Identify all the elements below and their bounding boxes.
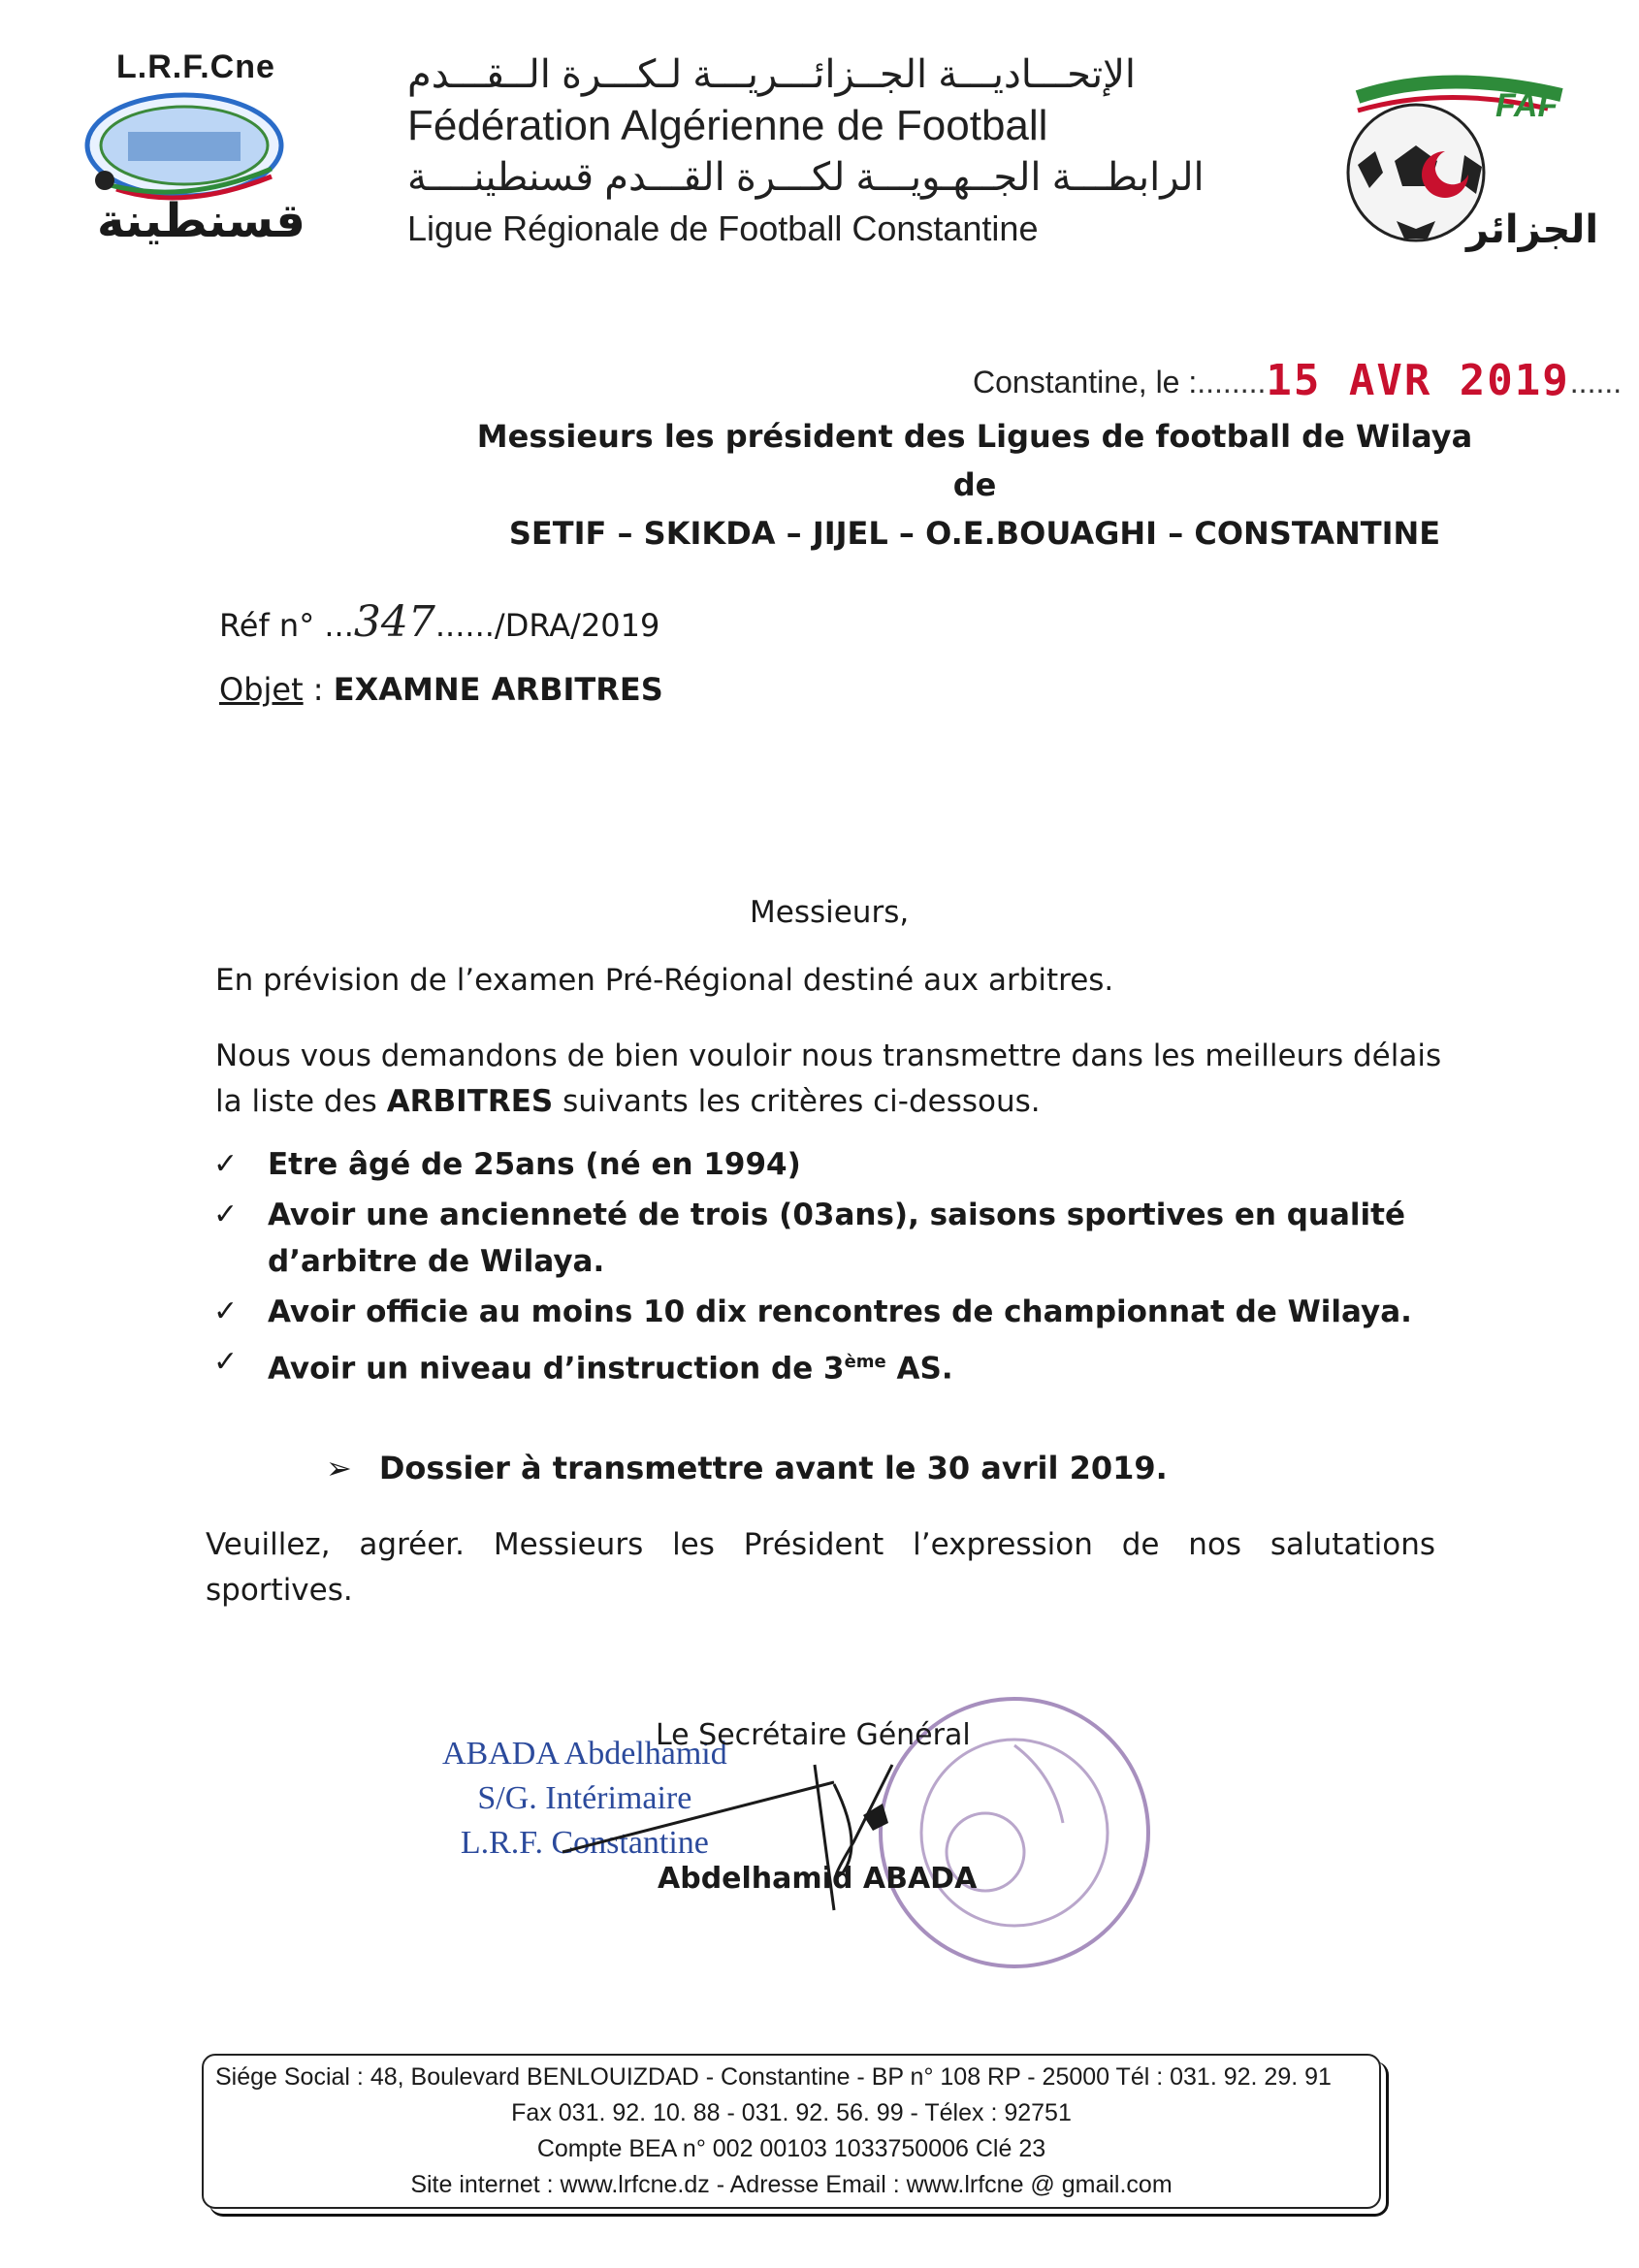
criterion-text: Avoir une ancienneté de trois (03ans), saisons sportives en qualité d’arbitre de Wilaya. [268, 1198, 1406, 1279]
letterhead [407, 48, 1241, 254]
dossier-text: Dossier à transmettre avant le 30 avril 2019. [378, 1450, 1168, 1486]
arbitres-emphasis: ARBITRES [386, 1084, 554, 1119]
criteria-list [213, 1141, 1474, 1395]
subject-line [219, 671, 663, 708]
reference-suffix: /DRA/2019 [494, 607, 660, 644]
stamp-line-1: ABADA Abdelhamid [442, 1736, 727, 1772]
lrf-emblem-icon [78, 87, 291, 204]
faf-ball-icon [1319, 58, 1599, 252]
criterion-text: Avoir officie au moins 10 dix rencontres de championnat de Wilaya. [268, 1294, 1412, 1329]
reference-number: 347 [353, 597, 435, 647]
reference-line [219, 597, 659, 647]
criterion-text: Etre âgé de 25ans (né en 1994) [268, 1147, 801, 1182]
stamp-line-3: L.R.F. Constantine [460, 1825, 709, 1861]
subject-label: Objet [219, 671, 304, 708]
date-line [973, 354, 1622, 403]
reference-label: Réf n° [219, 607, 325, 644]
ligue-name-arabic: الرابطـــة الجــهـويـــة لكـــرة القـــدم قسنطينــــة [407, 156, 1205, 199]
list-item [213, 1289, 1474, 1335]
footer-web: Site internet : www.lrfcne.dz - Adresse Email : www.lrfcne @ gmail.com [410, 2171, 1173, 2198]
dossier-deadline [326, 1450, 1168, 1486]
paragraph-2-line-2: la liste des ARBITRES suivants les critères ci-dessous. [215, 1084, 1041, 1119]
criterion-text: Avoir un niveau d’instruction de 3ème AS. [268, 1351, 953, 1387]
check-icon: ✓ [213, 1147, 239, 1181]
signatory-title: Le Secrétaire Général [656, 1718, 971, 1752]
lrf-constantine-logo [58, 48, 310, 252]
stamp-line-2: S/G. Intérimaire [477, 1780, 692, 1816]
lrf-logo-caption: L.R.F.Cne [116, 48, 275, 85]
reference-leading-dots: ... [324, 607, 354, 644]
ligue-name-french: Ligue Régionale de Football Constantine [407, 208, 1039, 248]
lrf-logo-arabic: قسنطينة [97, 194, 305, 248]
recipients-line-2: SETIF – SKIKDA – JIJEL – O.E.BOUAGHI – CONSTANTINE [508, 515, 1441, 552]
list-item [213, 1192, 1474, 1285]
closing-paragraph: Veuillez, agréer. Messieurs les Président l’expression de nos salutations sportives. [206, 1527, 1435, 1608]
date-prefix: Constantine, le : [973, 365, 1198, 399]
faf-logo-text: FAF [1495, 87, 1559, 124]
date-leading-dots: ........ [1197, 365, 1267, 399]
footer-contact-box [202, 2054, 1381, 2209]
list-item [213, 1141, 1474, 1188]
arrow-bullet-icon: ➢ [326, 1450, 352, 1486]
paragraph-1: En prévision de l’examen Pré-Régional destiné aux arbitres. [215, 963, 1114, 998]
faf-logo-arabic: الجزائر [1465, 208, 1599, 252]
check-icon: ✓ [213, 1294, 239, 1328]
paragraph-2 [215, 1034, 1447, 1125]
check-icon: ✓ [213, 1345, 239, 1379]
federation-name-french: Fédération Algérienne de Football [407, 102, 1048, 149]
subject-value: EXAMNE ARBITRES [333, 671, 663, 708]
salutation: Messieurs, [750, 895, 910, 930]
footer-account: Compte BEA n° 002 00103 1033750006 Clé 23 [536, 2135, 1046, 2162]
subject-separator: : [303, 671, 334, 708]
footer-address: Siége Social : 48, Boulevard BENLOUIZDAD - Constantine - BP n° 108 RP - 25000 Tél : 031. 92. 29. 91 [215, 2063, 1332, 2091]
federation-name-arabic: الإتحـــاديـــة الجــزائـــريـــة لـكـــرة الــقـــدم [407, 53, 1137, 96]
check-icon: ✓ [213, 1198, 239, 1231]
date-stamp: 15 AVR 2019 [1266, 356, 1570, 405]
faf-logo [1319, 58, 1599, 252]
recipients-block [456, 412, 1494, 558]
paragraph-2-line-1: Nous vous demandons de bien vouloir nous transmettre dans les meilleurs délais [215, 1038, 1442, 1073]
reference-trailing-dots: ...... [434, 607, 495, 644]
recipients-line-1: Messieurs les président des Ligues de football de Wilaya de [476, 418, 1473, 503]
list-item [213, 1339, 1474, 1391]
date-trailing-dots: ...... [1569, 365, 1623, 399]
footer-fax: Fax 031. 92. 10. 88 - 031. 92. 56. 99 - Télex : 92751 [511, 2099, 1072, 2126]
signatory-name: Abdelhamid ABADA [658, 1862, 978, 1896]
